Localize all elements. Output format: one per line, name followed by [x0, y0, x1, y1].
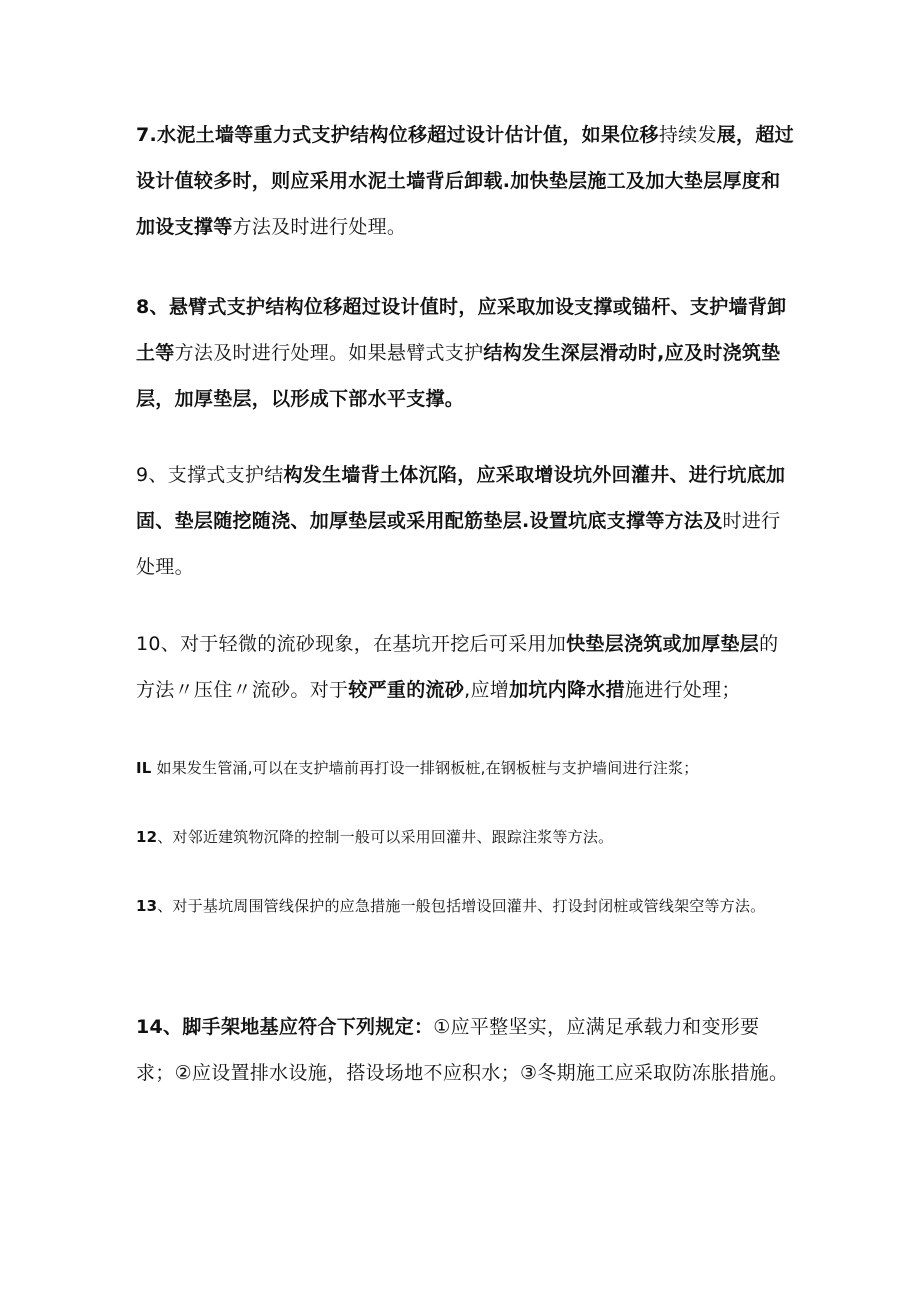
paragraph-12: [136, 817, 796, 857]
paragraph-10: [136, 621, 796, 713]
text-run: 快垫层浇筑或加厚垫层: [566, 633, 760, 655]
text-run: 方法及时进行处理。: [232, 216, 407, 238]
text-run: 构发生墙背土体沉陷，应采取增设坑外回灌井、进行坑底加固、垫层随挖随浇、加厚垫层或采用配筋垫层.设置坑底支撑等方法及: [136, 464, 786, 532]
text-run: 较严重的流砂: [348, 679, 465, 701]
paragraph-9: [136, 452, 796, 590]
text-run: 方法及时进行处理。如果悬臂式支护: [174, 342, 484, 364]
text-run: IL: [136, 759, 152, 777]
text-run: ,应增: [464, 679, 510, 701]
text-run: 9、支撑式支护结: [136, 464, 284, 486]
text-run: 8、悬臂式支护结构位移超过设计值时，应采取加设支撑或锚杆、支护墙背卸土等: [136, 296, 787, 364]
text-run: 展，超过设计值较多时，则应采用水泥土墙背后卸载.加快垫层施工及加大垫层厚度和加设支撑等: [136, 124, 794, 238]
text-run: 13: [136, 897, 158, 915]
text-run: 施进行处理；: [624, 679, 741, 701]
text-run: 7.水泥土墙等重力式支护结构位移超过设计估计值，如果位移: [136, 124, 659, 146]
paragraph-11: [136, 748, 796, 788]
text-run: 持续发: [658, 124, 717, 146]
paragraph-13: [136, 886, 796, 926]
text-run: 14、脚手架地基应符合下列规定：: [136, 1016, 434, 1038]
text-run: 、对于基坑周围管线保护的应急措施一般包括增设回灌井、打设封闭桩或管线架空等方法。: [157, 897, 766, 915]
text-run: 12: [136, 828, 158, 846]
text-run: 如果发生管涌,可以在支护墙前再打设一排钢板桩,在钢板桩与支护墙间进行注浆；: [151, 759, 699, 777]
text-run: ①应平整坚实，应满足承载力和变形要求；②应设置排水设施，搭设场地不应积水；③冬期施工应采取防冻胀措施。: [136, 1016, 789, 1084]
text-run: 10、对于轻微的流砂现象，在基坑开挖后可采用加: [136, 633, 567, 655]
paragraph-7: [136, 112, 796, 250]
text-run: 加坑内降水措: [509, 679, 625, 701]
paragraph-14: [136, 1004, 796, 1096]
text-run: 、对邻近建筑物沉降的控制一般可以采用回灌井、跟踪注浆等方法。: [157, 828, 614, 846]
text-run: 结构发生深层滑动时,应及时浇筑垫层，加厚垫层，以形成下部水平支撑。: [136, 342, 781, 410]
text-run: 的方法〃压住〃流砂。对于: [136, 633, 779, 701]
paragraph-8: [136, 284, 796, 422]
text-run: 时进行处理。: [136, 510, 781, 578]
